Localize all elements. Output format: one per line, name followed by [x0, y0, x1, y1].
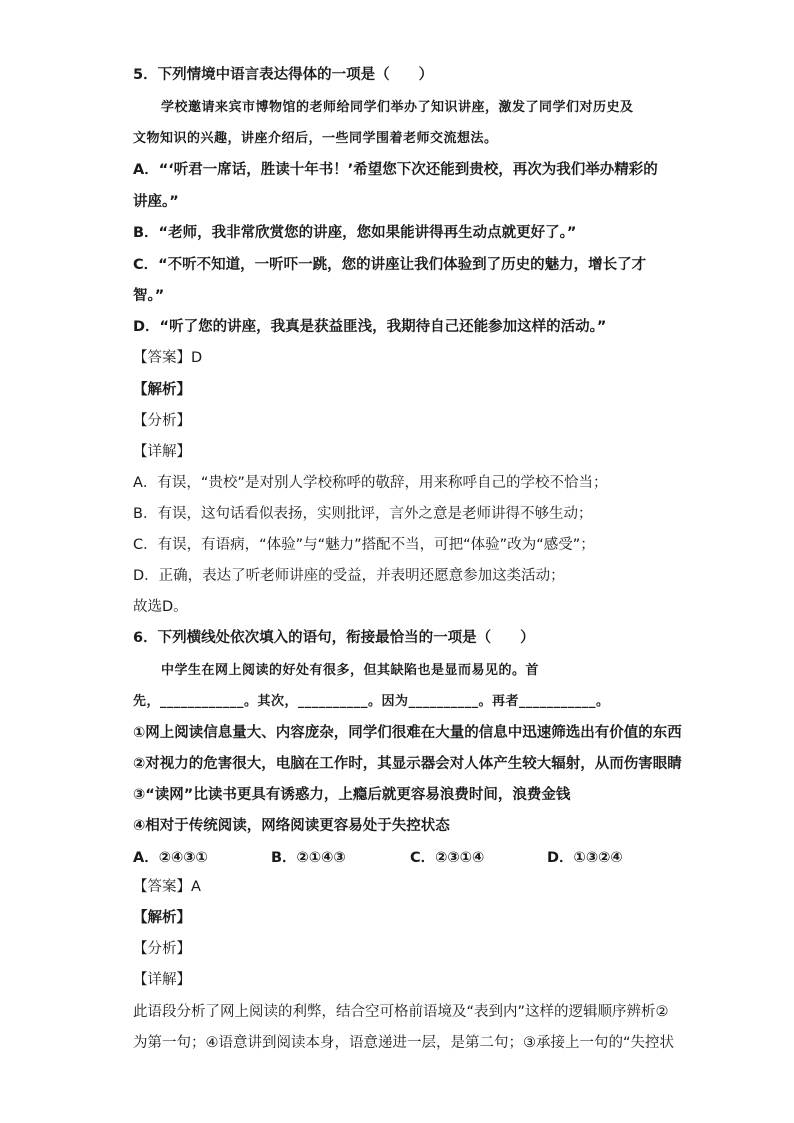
- q6-explanation-line2: 为第一句；④语意讲到阅读本身，语意递进一层，是第二句；③承接上一句的“失控状: [133, 1035, 675, 1051]
- q6-context-line1: 中学生在网上阅读的好处有很多，但其缺陷也是显而易见的。首: [161, 663, 540, 678]
- q6-sentence-4: ④相对于传统阅读，网络阅读更容易处于失控状态: [133, 818, 450, 834]
- q6-option-b: B．②①④③: [271, 850, 346, 866]
- q6-context-line2: 先，____________。其次，__________。因为__________。再者___________。: [133, 694, 610, 709]
- q5-stem: 5．下列情境中语言表达得体的一项是（ ）: [133, 67, 434, 83]
- q6-option-d: D．①③②④: [547, 850, 623, 866]
- q5-explanation-b: B．有误，这句话看似表扬，实则批评，言外之意是老师讲得不够生动；: [133, 506, 593, 522]
- q5-conclusion: 故选D。: [133, 599, 188, 615]
- q6-analysis-heading: 【解析】: [133, 910, 191, 926]
- q5-option-c-line2: 智。”: [133, 288, 165, 304]
- q6-option-a: A．②④③①: [133, 850, 208, 866]
- q5-option-b: B．“老师，我非常欣赏您的讲座，您如果能讲得再生动点就更好了。”: [133, 225, 577, 241]
- q5-explanation-d: D．正确，表达了听老师讲座的受益，并表明还愿意参加这类活动；: [133, 568, 565, 584]
- q5-option-a-line2: 讲座。”: [133, 194, 179, 210]
- q5-option-c-line1: C．“不听不知道，一听吓一跳，您的讲座让我们体验到了历史的魅力，增长了才: [133, 257, 647, 273]
- q6-sentence-2: ②对视力的危害很大，电脑在工作时，其显示器会对人体产生较大辐射，从而伤害眼睛: [133, 756, 682, 772]
- q6-fenxi-heading: 【分析】: [133, 941, 191, 957]
- q5-explanation-a: A．有误，“贵校”是对别人学校称呼的敬辞，用来称呼自己的学校不恰当；: [133, 475, 608, 491]
- q5-fenxi-heading: 【分析】: [133, 413, 191, 429]
- q6-sentence-1: ①网上阅读信息量大、内容庞杂，同学们很难在大量的信息中迅速筛选出有价值的东西: [133, 725, 682, 741]
- q6-xiangjie-heading: 【详解】: [133, 972, 191, 988]
- q6-option-c: C．②③①④: [410, 850, 485, 866]
- q5-xiangjie-heading: 【详解】: [133, 444, 191, 460]
- q6-options-row: [133, 846, 653, 864]
- q5-option-a-line1: A．“‘听君一席话，胜读十年书！’希望您下次还能到贵校，再次为我们举办精彩的: [133, 162, 658, 178]
- q6-stem: 6．下列横线处依次填入的语句，衔接最恰当的一项是（ ）: [133, 630, 535, 646]
- q5-context-line2: 文物知识的兴趣，讲座介绍后，一些同学围着老师交流想法。: [133, 131, 498, 146]
- q5-analysis-heading: 【解析】: [133, 382, 191, 398]
- q5-explanation-c: C．有误，有语病，“体验”与“魅力”搭配不当，可把“体验”改为“感受”；: [133, 537, 595, 553]
- q5-context-line1: 学校邀请来宾市博物馆的老师给同学们举办了知识讲座，激发了同学们对历史及: [161, 100, 634, 115]
- q5-option-d: D．“听了您的讲座，我真是获益匪浅，我期待自己还能参加这样的活动。”: [133, 319, 607, 335]
- q5-answer: 【答案】D: [133, 350, 203, 366]
- q6-explanation-line1: 此语段分析了网上阅读的利弊，结合空可格前语境及“表到内”这样的逻辑顺序辨析②: [133, 1004, 669, 1020]
- q6-answer: 【答案】A: [133, 879, 201, 895]
- q6-sentence-3: ③“读网”比读书更具有诱惑力，上瘾后就更容易浪费时间，浪费金钱: [133, 787, 571, 803]
